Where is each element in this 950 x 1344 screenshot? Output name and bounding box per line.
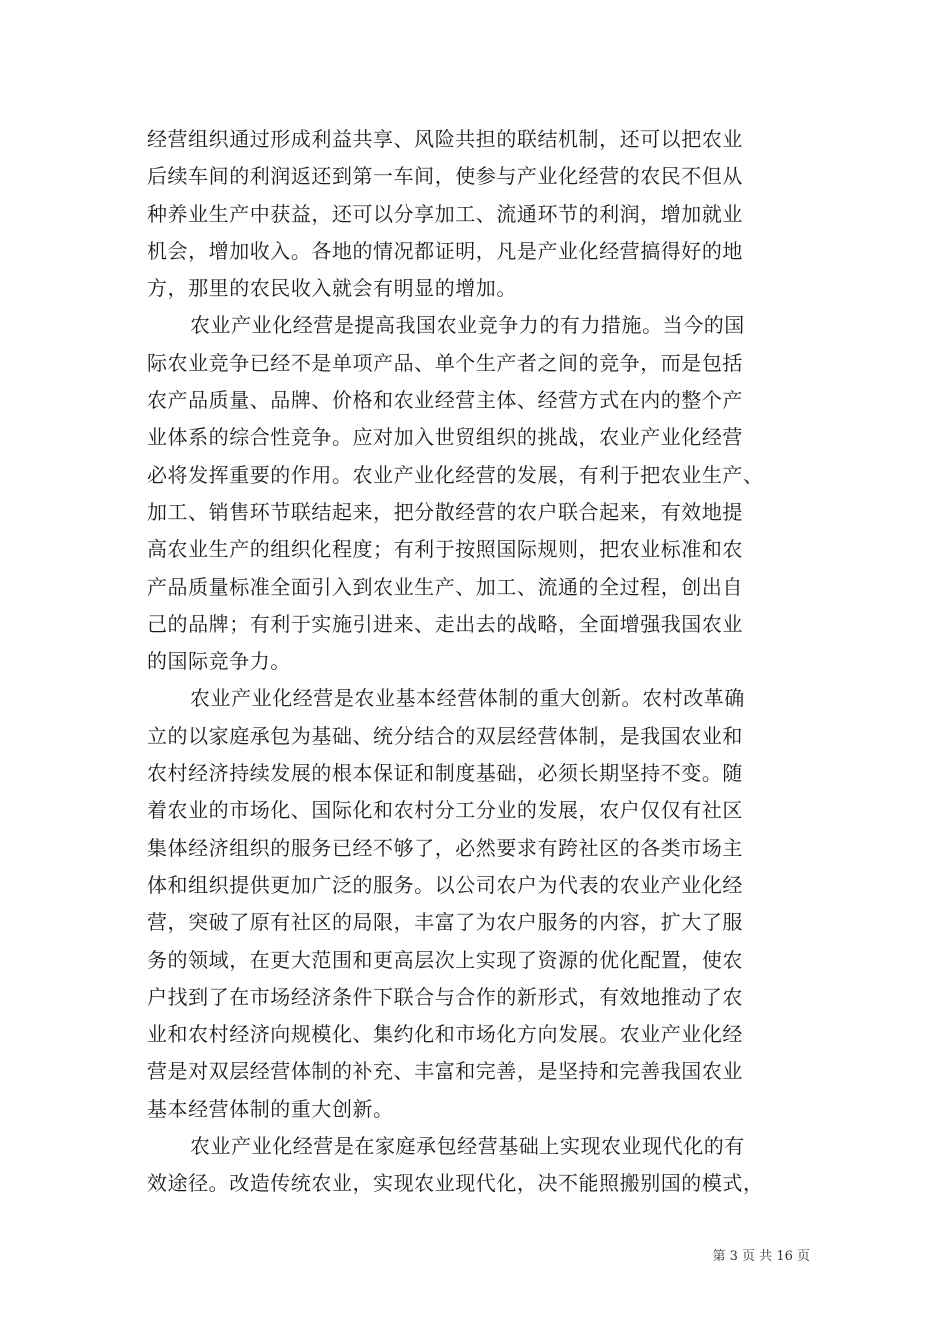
- text-line: 种养业生产中获益，还可以分享加工、流通环节的利润，增加就业: [147, 201, 743, 226]
- text-line: 营，突破了原有社区的局限，丰富了为农户服务的内容，扩大了服: [147, 910, 743, 935]
- paragraph-first-line: 农业产业化经营是在家庭承包经营基础上实现农业现代化的有: [190, 1134, 745, 1159]
- text-line: 加工、销售环节联结起来，把分散经营的农户联合起来，有效地提: [147, 499, 743, 524]
- text-line: 立的以家庭承包为基础、统分结合的双层经营体制，是我国农业和: [147, 723, 743, 748]
- text-line: 的国际竞争力。: [147, 649, 291, 674]
- paragraph-first-line: 农业产业化经营是农业基本经营体制的重大创新。农村改革确: [190, 686, 745, 711]
- text-line: 集体经济组织的服务已经不够了，必然要求有跨社区的各类市场主: [147, 835, 743, 860]
- text-line: 高农业生产的组织化程度；有利于按照国际规则，把农业标准和农: [147, 537, 743, 562]
- text-line: 务的领域，在更大范围和更高层次上实现了资源的优化配置，使农: [147, 947, 743, 972]
- text-line: 着农业的市场化、国际化和农村分工分业的发展，农户仅仅有社区: [147, 798, 743, 823]
- document-body: [147, 121, 807, 1203]
- text-line: 业体系的综合性竞争。应对加入世贸组织的挑战，农业产业化经营: [147, 425, 743, 450]
- paragraph-first-line: 农业产业化经营是提高我国农业竞争力的有力措施。当今的国: [190, 313, 745, 338]
- text-line: 机会，增加收入。各地的情况都证明，凡是产业化经营搞得好的地: [147, 238, 743, 263]
- text-line: 产品质量标准全面引入到农业生产、加工、流通的全过程，创出自: [147, 574, 743, 599]
- text-line: 体和组织提供更加广泛的服务。以公司农户为代表的农业产业化经: [147, 872, 743, 897]
- text-line: 后续车间的利润返还到第一车间，使参与产业化经营的农民不但从: [147, 164, 743, 189]
- text-line: 际农业竞争已经不是单项产品、单个生产者之间的竞争，而是包括: [147, 350, 743, 375]
- text-line: 农村经济持续发展的根本保证和制度基础，必须长期坚持不变。随: [147, 761, 743, 786]
- text-line: 经营组织通过形成利益共享、风险共担的联结机制，还可以把农业: [147, 127, 743, 151]
- text-line: 必将发挥重要的作用。农业产业化经营的发展，有利于把农业生产、: [147, 462, 764, 487]
- text-line: 农产品质量、品牌、价格和农业经营主体、经营方式在内的整个产: [147, 388, 743, 413]
- text-line: 效途径。改造传统农业，实现农业现代化，决不能照搬别国的模式，: [147, 1171, 764, 1196]
- text-line: 营是对双层经营体制的补充、丰富和完善，是坚持和完善我国农业: [147, 1059, 743, 1084]
- text-line: 己的品牌；有利于实施引进来、走出去的战略，全面增强我国农业: [147, 611, 743, 636]
- text-line: 方，那里的农民收入就会有明显的增加。: [147, 276, 517, 301]
- text-line: 业和农村经济向规模化、集约化和市场化方向发展。农业产业化经: [147, 1022, 743, 1047]
- text-line: 户找到了在市场经济条件下联合与合作的新形式，有效地推动了农: [147, 984, 743, 1009]
- text-line: 基本经营体制的重大创新。: [147, 1096, 394, 1121]
- page-number-footer: 第 3 页 共 16 页: [712, 1249, 810, 1264]
